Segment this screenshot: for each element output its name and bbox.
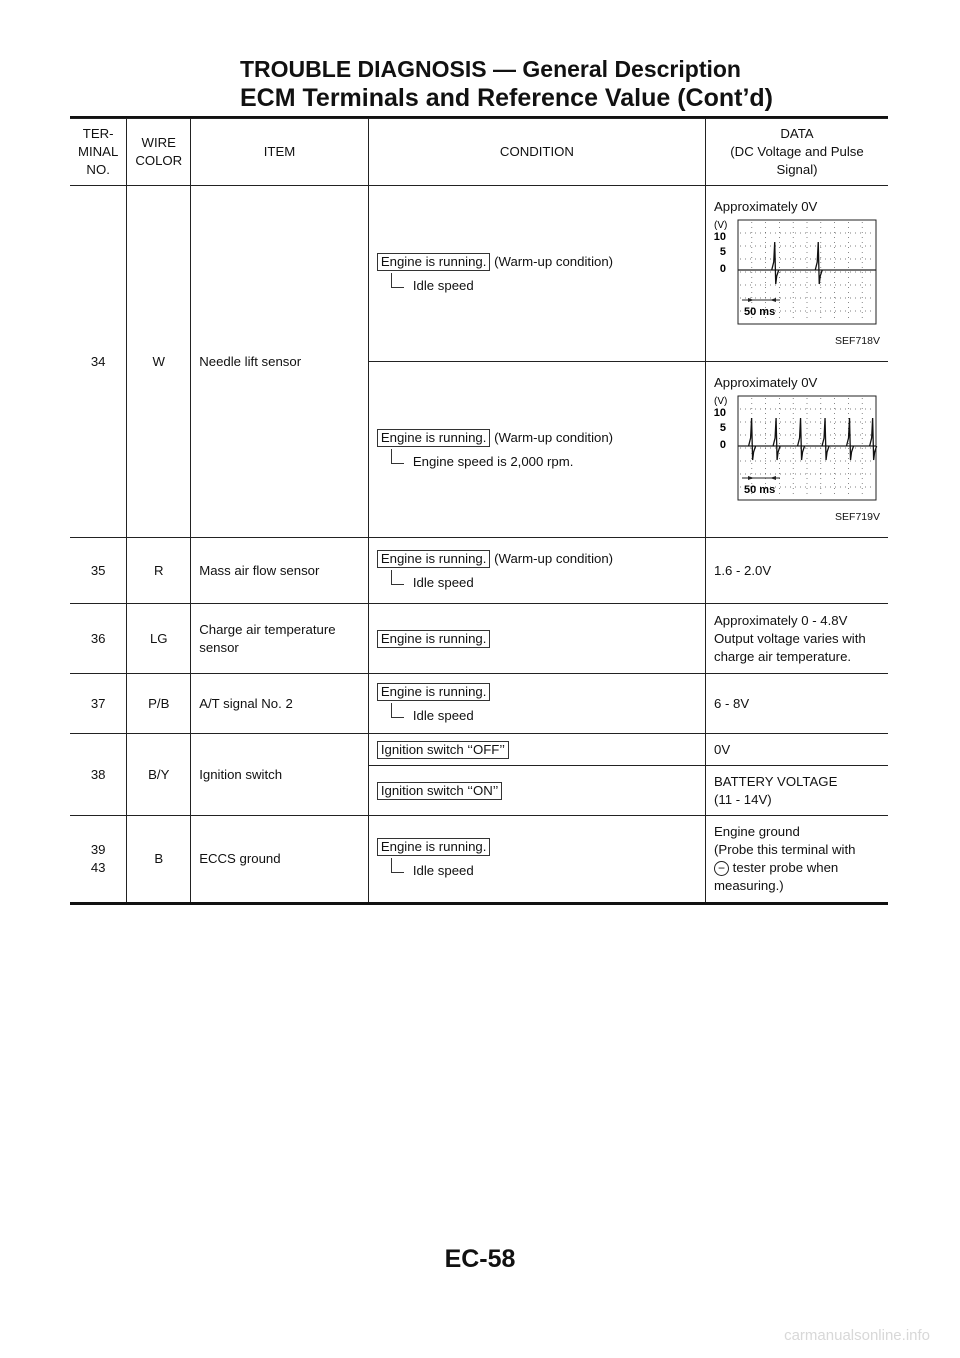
scope-spike — [749, 418, 756, 460]
figure-code: SEF718V — [835, 334, 880, 347]
condition-box: Engine is running. — [377, 838, 491, 856]
wire-color: LG — [127, 604, 191, 674]
condition-sub: Idle speed — [377, 277, 697, 295]
data-value: Approximately 0V — [714, 198, 818, 214]
scope-y5-label: 5 — [719, 245, 726, 258]
oscilloscope-figure — [714, 218, 880, 330]
col-wire: WIRE COLOR — [127, 119, 191, 186]
item-name: Charge air temperature sensor — [191, 604, 369, 674]
scope-spike — [773, 418, 780, 460]
scope-spikes — [749, 418, 877, 460]
terminal-no: 36 — [70, 604, 127, 674]
col-data: DATA (DC Voltage and Pulse Signal) — [706, 119, 889, 186]
scope-unit-label: (V) — [714, 395, 728, 407]
data-value: 0V — [706, 734, 889, 766]
data-line: Engine ground — [714, 824, 800, 839]
condition-box: Ignition switch ‘‘OFF’’ — [377, 741, 509, 759]
data-line: (Probe this terminal with — [714, 842, 856, 857]
condition-box: Engine is running. — [377, 429, 491, 447]
wire-color: P/B — [127, 674, 191, 734]
condition-cell — [368, 766, 705, 816]
table-row — [70, 674, 888, 734]
terminal-no: 35 — [70, 538, 127, 604]
condition-sub: Engine speed is 2,000 rpm. — [377, 453, 697, 471]
condition-box: Engine is running. — [377, 683, 491, 701]
condition-cell — [368, 362, 705, 538]
item-name: ECCS ground — [191, 816, 369, 904]
watermark: carmanualsonline.info — [784, 1327, 930, 1344]
data-value: 6 - 8V — [706, 674, 889, 734]
condition-sub: Idle speed — [377, 707, 697, 725]
scope-spike — [822, 418, 829, 460]
scope-spike — [815, 242, 822, 284]
data-value: Approximately 0 - 4.8V Output voltage varies with charge air temperature. — [706, 604, 889, 674]
data-value: BATTERY VOLTAGE (11 - 14V) — [706, 766, 889, 816]
table-row — [70, 604, 888, 674]
scope-spike — [772, 242, 779, 284]
terminal-no: 37 — [70, 674, 127, 734]
wire-color: B/Y — [127, 734, 191, 816]
wire-color: W — [127, 186, 191, 538]
scope-y10-label: 10 — [714, 230, 726, 243]
table-row — [70, 734, 888, 766]
item-name: Ignition switch — [191, 734, 369, 816]
col-terminal: TER- MINAL NO. — [70, 119, 127, 186]
condition-box: Engine is running. — [377, 630, 491, 648]
scope-grid — [740, 398, 874, 498]
data-value: 1.6 - 2.0V — [706, 538, 889, 604]
table-row — [70, 186, 888, 362]
condition-cell — [368, 734, 705, 766]
data-line: tester probe when — [732, 860, 839, 875]
scope-y5-label: 5 — [719, 421, 726, 434]
condition-extra: (Warm-up condition) — [494, 253, 614, 269]
scope-y0-label: 0 — [719, 262, 726, 275]
scope-y10-label: 10 — [714, 406, 726, 419]
scope-unit-label: (V) — [714, 219, 728, 231]
item-name: Mass air flow sensor — [191, 538, 369, 604]
scope-y0-label: 0 — [719, 438, 726, 451]
data-line: measuring.) — [714, 878, 784, 893]
section-subtitle: ECM Terminals and Reference Value (Cont’d) — [240, 84, 773, 112]
condition-box: Engine is running. — [377, 253, 491, 271]
scope-time-label: 50 ms — [744, 483, 776, 496]
wire-color: R — [127, 538, 191, 604]
table-row — [70, 538, 888, 604]
terminal-no: 39 43 — [70, 816, 127, 904]
condition-box: Ignition switch ‘‘ON’’ — [377, 782, 503, 800]
section-title: TROUBLE DIAGNOSIS — General Description — [240, 56, 741, 82]
condition-extra: (Warm-up condition) — [494, 429, 614, 445]
oscilloscope-figure — [714, 394, 880, 506]
table-header-row — [70, 119, 888, 186]
minus-symbol: − — [714, 861, 729, 876]
page-number: EC-58 — [444, 1245, 516, 1273]
condition-cell — [368, 604, 705, 674]
condition-cell — [368, 674, 705, 734]
scope-spike — [847, 418, 854, 460]
data-cell — [706, 816, 889, 904]
scope-spike — [798, 418, 805, 460]
item-name: A/T signal No. 2 — [191, 674, 369, 734]
wire-color: B — [127, 816, 191, 904]
scope-time-label: 50 ms — [744, 305, 776, 318]
condition-cell — [368, 186, 705, 362]
condition-extra: (Warm-up condition) — [494, 550, 614, 566]
figure-code: SEF719V — [835, 510, 880, 523]
condition-cell — [368, 816, 705, 904]
condition-sub: Idle speed — [377, 574, 697, 592]
data-cell — [706, 362, 889, 538]
item-name: Needle lift sensor — [191, 186, 369, 538]
data-cell — [706, 186, 889, 362]
terminal-no: 38 — [70, 734, 127, 816]
terminal-no: 34 — [70, 186, 127, 538]
condition-box: Engine is running. — [377, 550, 491, 568]
condition-sub: Idle speed — [377, 862, 697, 880]
terminal-table — [70, 118, 888, 905]
data-value: Approximately 0V — [714, 374, 818, 390]
col-condition: CONDITION — [368, 119, 705, 186]
condition-cell — [368, 538, 705, 604]
table-row — [70, 816, 888, 904]
col-item: ITEM — [191, 119, 369, 186]
